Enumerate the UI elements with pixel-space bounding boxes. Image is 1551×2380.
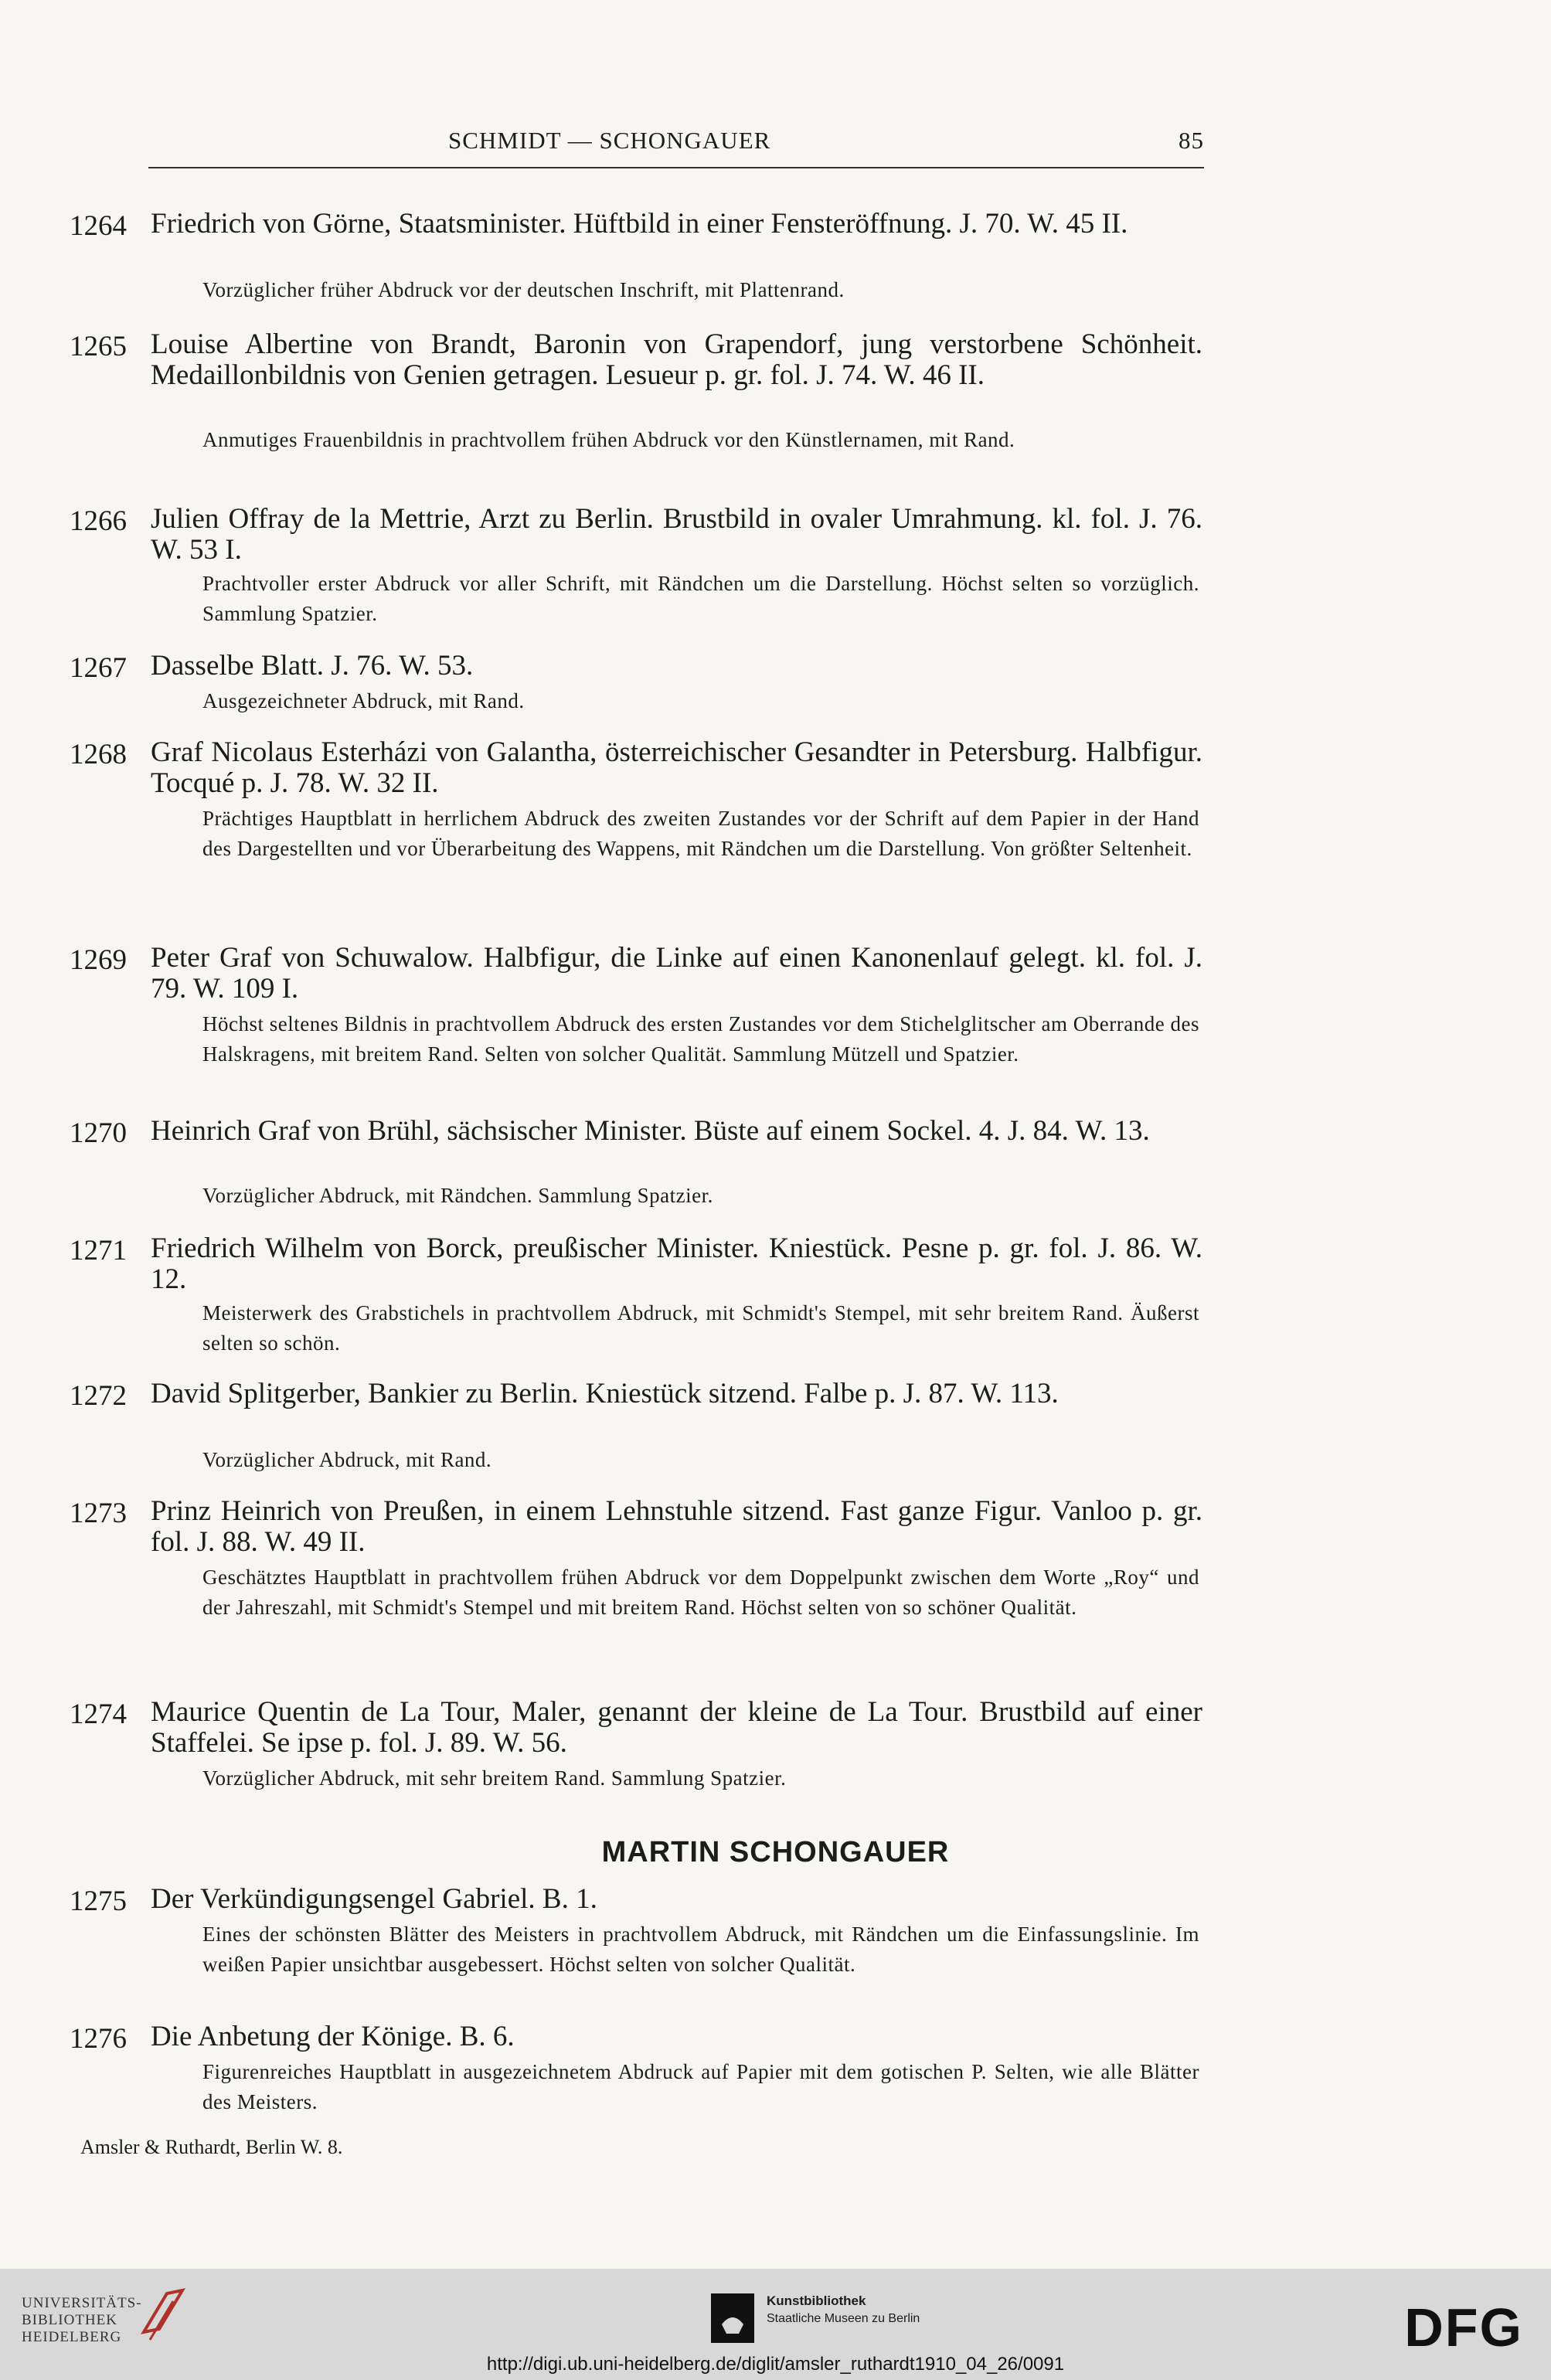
entry-title: Friedrich von Görne, Staatsminister. Hüftbild in einer Fensteröffnung. J. 70. W. 45 II.: [151, 208, 1128, 240]
entry-number: 1273: [70, 1498, 127, 1529]
entry-number: 1269: [70, 944, 127, 976]
entry-description: Eines der schönsten Blätter des Meisters in prachtvollem Abdruck, mit Rändchen um die Einfassungslinie. Im weißen Papier unsichtbar ausgebessert. Höchst selten von solcher Qualität.: [202, 1923, 1199, 1976]
entry-title: Julien Offray de la Mettrie, Arzt zu Berlin. Brustbild in ovaler Umrahmung. kl. fol. J. 76. W. 53 I.: [151, 503, 1202, 566]
permalink-url[interactable]: http://digi.ub.uni-heidelberg.de/diglit/amsler_ruthardt1910_04_26/0091: [486, 2354, 1065, 2375]
entry-title: Die Anbetung der Könige. B. 6.: [151, 2021, 515, 2052]
header-rule: [148, 167, 1204, 168]
entry-title: Heinrich Graf von Brühl, sächsischer Minister. Büste auf einem Sockel. 4. J. 84. W. 13.: [151, 1115, 1150, 1147]
kunstbibliothek-eagle-icon: [711, 2293, 754, 2343]
heidelberg-emblem-icon: [136, 2286, 190, 2348]
uni-logo-line: HEIDELBERG: [22, 2329, 122, 2345]
entry-title: Peter Graf von Schuwalow. Halbfigur, die Linke auf einen Kanonenlauf gelegt. kl. fol. J. 79. W. 109 I.: [151, 942, 1202, 1005]
entry-number: 1265: [70, 331, 127, 362]
entry-description: Meisterwerk des Grabstichels in prachtvollem Abdruck, mit Schmidt's Stempel, mit sehr breitem Rand. Äußerst selten so schön.: [202, 1301, 1199, 1355]
entry-description: Vorzüglicher früher Abdruck vor der deutschen Inschrift, mit Plattenrand.: [202, 278, 845, 301]
entry-number: 1271: [70, 1235, 127, 1266]
entry-description: Höchst seltenes Bildnis in prachtvollem Abdruck des ersten Zustandes vor dem Stichelglitscher am Oberrande des Halskragens, mit breitem Rand. Selten von solcher Qualität. Sammlung Mützell und Spatzier.: [202, 1012, 1199, 1066]
entry-number: 1268: [70, 739, 127, 770]
entry-title: David Splitgerber, Bankier zu Berlin. Kniestück sitzend. Falbe p. J. 87. W. 113.: [151, 1378, 1059, 1409]
entry-title: Friedrich Wilhelm von Borck, preußischer Minister. Kniestück. Pesne p. gr. fol. J. 86. W. 12.: [151, 1232, 1202, 1295]
entry-description: Geschätztes Hauptblatt in prachtvollem frühen Abdruck vor dem Doppelpunkt zwischen dem Worte „Roy“ und der Jahreszahl, mit Schmidt's Stempel und mit breitem Rand. Höchst selten von so schöner Qualität.: [202, 1566, 1199, 1619]
entry-description: Prachtvoller erster Abdruck vor aller Schrift, mit Rändchen um die Darstellung. Höchst selten so vorzüglich. Sammlung Spatzier.: [202, 572, 1199, 625]
entry-description: Ausgezeichneter Abdruck, mit Rand.: [202, 689, 525, 712]
running-header: [147, 124, 1204, 164]
entry-number: 1275: [70, 1885, 127, 1917]
entry-title: Der Verkündigungsengel Gabriel. B. 1.: [151, 1883, 597, 1915]
kunstbibliothek-name: Kunstbibliothek: [767, 2293, 866, 2308]
digitization-footer: [0, 2269, 1551, 2380]
running-title: SCHMIDT — SCHONGAUER: [448, 127, 771, 154]
entry-number: 1264: [70, 210, 127, 242]
entry-description: Vorzüglicher Abdruck, mit Rändchen. Sammlung Spatzier.: [202, 1184, 713, 1207]
uni-logo-line: UNIVERSITÄTS-: [22, 2295, 142, 2311]
entry-title: Graf Nicolaus Esterházi von Galantha, österreichischer Gesandter in Petersburg. Halbfigur. Tocqué p. J. 78. W. 32 II.: [151, 736, 1202, 799]
page-number: 85: [1179, 127, 1204, 154]
entry-description: Anmutiges Frauenbildnis in prachtvollem frühen Abdruck vor den Künstlernamen, mit Rand.: [202, 428, 1015, 451]
entry-number: 1272: [70, 1380, 127, 1412]
entry-title: Louise Albertine von Brandt, Baronin von Grapendorf, jung verstorbene Schönheit. Medaillonbildnis von Genien getragen. Lesueur p. gr. fol. J. 74. W. 46 II.: [151, 328, 1202, 391]
entry-description: Figurenreiches Hauptblatt in ausgezeichnetem Abdruck auf Papier mit dem gotischen P. Selten, wie alle Blätter des Meisters.: [202, 2060, 1199, 2113]
entry-description: Vorzüglicher Abdruck, mit Rand.: [202, 1448, 492, 1471]
kunstbibliothek-subtitle: Staatliche Museen zu Berlin: [767, 2312, 920, 2325]
entry-number: 1274: [70, 1698, 127, 1730]
publisher-imprint: Amsler & Ruthardt, Berlin W. 8.: [80, 2136, 343, 2158]
entry-number: 1267: [70, 652, 127, 684]
entry-title: Prinz Heinrich von Preußen, in einem Lehnstuhle sitzend. Fast ganze Figur. Vanloo p. gr. fol. J. 88. W. 49 II.: [151, 1495, 1202, 1558]
entry-number: 1276: [70, 2023, 127, 2055]
dfg-logo[interactable]: DFG: [1404, 2297, 1523, 2358]
uni-logo-line: BIBLIOTHEK: [22, 2312, 117, 2328]
entry-title: Dasselbe Blatt. J. 76. W. 53.: [151, 650, 474, 682]
entry-number: 1270: [70, 1117, 127, 1149]
entry-description: Prächtiges Hauptblatt in herrlichem Abdruck des zweiten Zustandes vor der Schrift auf dem Papier in der Hand des Dargestellten und vor Überarbeitung des Wappens, mit Rändchen um die Darstellung. Von größter Seltenheit.: [202, 807, 1199, 860]
university-library-logo[interactable]: [22, 2295, 142, 2346]
entry-description: Vorzüglicher Abdruck, mit sehr breitem Rand. Sammlung Spatzier.: [202, 1766, 787, 1790]
entry-number: 1266: [70, 505, 127, 537]
section-heading: MARTIN SCHONGAUER: [601, 1836, 950, 1868]
entry-title: Maurice Quentin de La Tour, Maler, genannt der kleine de La Tour. Brustbild auf einer Staffelei. Se ipse p. fol. J. 89. W. 56.: [151, 1696, 1202, 1759]
